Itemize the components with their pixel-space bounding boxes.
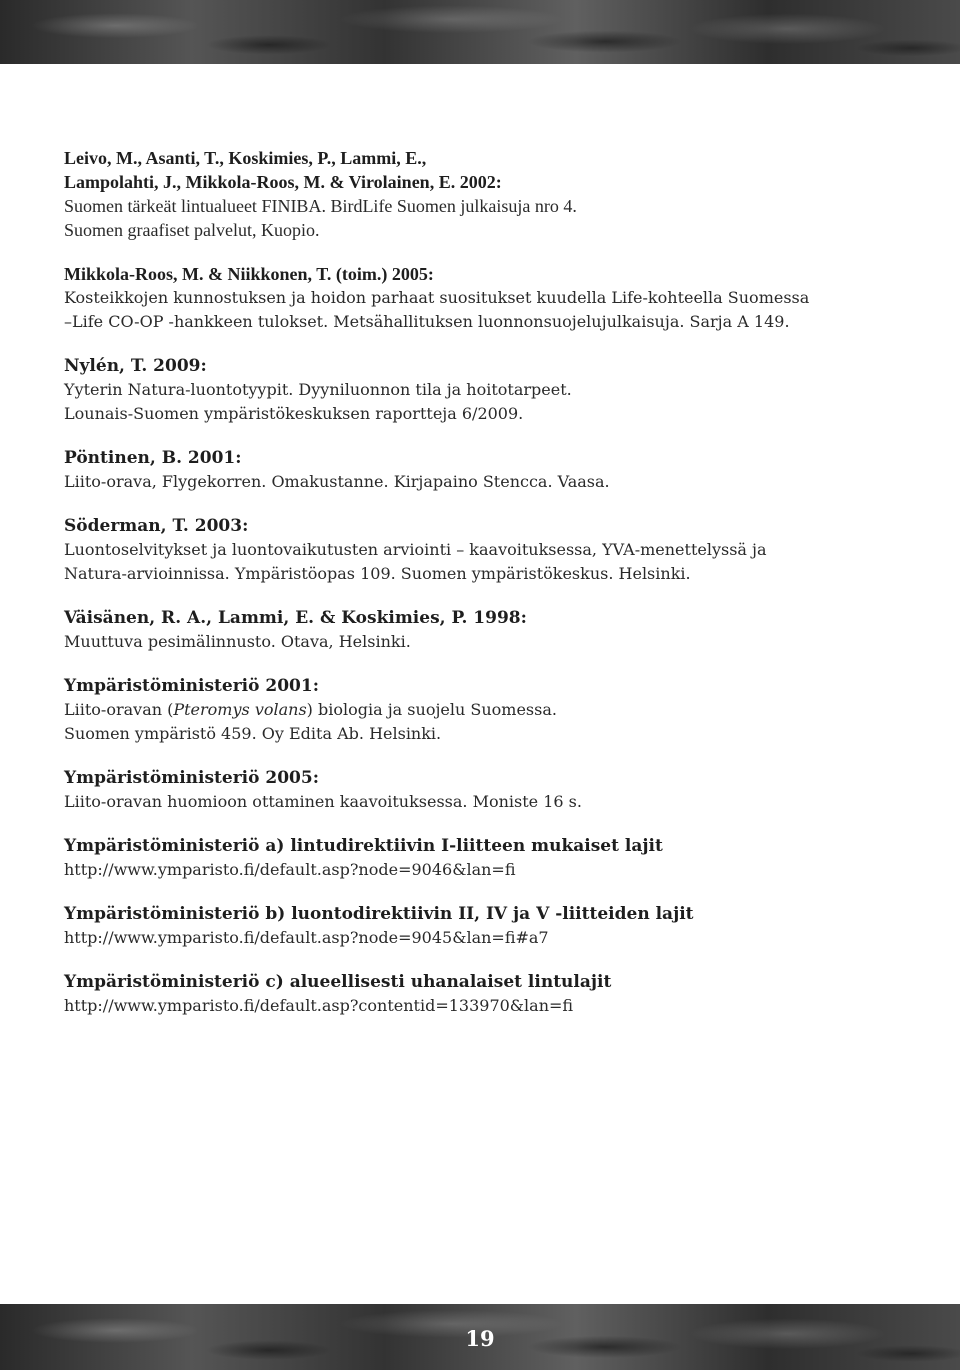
reference-text-line: Liito-oravan huomioon ottaminen kaavoituksessa. Moniste 16 s. bbox=[64, 792, 582, 811]
reference-text-line: –Life CO-OP -hankkeen tulokset. Metsähallituksen luonnonsuojelujulkaisuja. Sarja A 149. bbox=[64, 312, 790, 331]
reference-author-line: Leivo, M., Asanti, T., Koskimies, P., Lammi, E., bbox=[64, 148, 427, 168]
reference-author-line: Mikkola-Roos, M. & Niikkonen, T. (toim.) 2005: bbox=[64, 264, 434, 284]
reference-text-line: Kosteikkojen kunnostuksen ja hoidon parhaat suositukset kuudella Life-kohteella Suomessa bbox=[64, 288, 810, 307]
page-number: 19 bbox=[465, 1326, 495, 1351]
reference-author-line: Lampolahti, J., Mikkola-Roos, M. & Virolainen, E. 2002: bbox=[64, 172, 502, 192]
reference-author-line: Ympäristöministeriö 2005: bbox=[64, 768, 319, 788]
reference-text-line: Yyterin Natura-luontotyypit. Dyyniluonnon tila ja hoitotarpeet. bbox=[64, 380, 572, 399]
reference-text-line: Luontoselvitykset ja luontovaikutusten arviointi – kaavoituksessa, YVA-menettelyssä ja bbox=[64, 540, 767, 559]
reference-author-line: Ympäristöministeriö 2001: bbox=[64, 676, 319, 696]
reference-url: http://www.ymparisto.fi/default.asp?contentid=133970&lan=fi bbox=[64, 996, 574, 1015]
reference-list bbox=[64, 146, 904, 1038]
reference-vaisanen-1998 bbox=[64, 606, 904, 654]
reference-url: http://www.ymparisto.fi/default.asp?node=9046&lan=fi bbox=[64, 860, 516, 879]
reference-author-line: Väisänen, R. A., Lammi, E. & Koskimies, P. 1998: bbox=[64, 608, 527, 628]
reference-author-line: Ympäristöministeriö a) lintudirektiivin I-liitteen mukaiset lajit bbox=[64, 836, 663, 856]
reference-mikkola-roos-2005 bbox=[64, 262, 904, 334]
species-name-italic: Pteromys volans bbox=[173, 700, 307, 719]
reference-author-line: Nylén, T. 2009: bbox=[64, 356, 207, 376]
reference-ympministerio-b bbox=[64, 902, 904, 950]
reference-ympministerio-c bbox=[64, 970, 904, 1018]
reference-text-line: Muuttuva pesimälinnusto. Otava, Helsinki. bbox=[64, 632, 411, 651]
reference-author-line: Ympäristöministeriö c) alueellisesti uhanalaiset lintulajit bbox=[64, 972, 612, 992]
reference-soderman-2003 bbox=[64, 514, 904, 586]
reference-text-line: Suomen tärkeät lintualueet FINIBA. BirdLife Suomen julkaisuja nro 4. bbox=[64, 196, 577, 216]
reference-url: http://www.ymparisto.fi/default.asp?node=9045&lan=fi#a7 bbox=[64, 928, 549, 947]
reference-leivo-2002 bbox=[64, 146, 904, 242]
reference-ympministerio-2001 bbox=[64, 674, 904, 746]
reference-text-prefix: Liito-oravan ( bbox=[64, 700, 174, 719]
reference-text-line: Liito-orava, Flygekorren. Omakustanne. Kirjapaino Stencca. Vaasa. bbox=[64, 472, 610, 491]
reference-nylen-2009 bbox=[64, 354, 904, 426]
reference-text-line: Natura-arvioinnissa. Ympäristöopas 109. Suomen ympäristökeskus. Helsinki. bbox=[64, 564, 691, 583]
decorative-stone-header bbox=[0, 0, 960, 64]
reference-text-line bbox=[64, 698, 904, 722]
reference-pontinen-2001 bbox=[64, 446, 904, 494]
reference-author-line: Söderman, T. 2003: bbox=[64, 516, 249, 536]
reference-text-suffix: ) biologia ja suojelu Suomessa. bbox=[306, 700, 557, 719]
reference-text-line: Suomen graafiset palvelut, Kuopio. bbox=[64, 220, 320, 240]
reference-text-line: Suomen ympäristö 459. Oy Edita Ab. Helsinki. bbox=[64, 724, 442, 743]
reference-ympministerio-2005 bbox=[64, 766, 904, 814]
reference-text-line: Lounais-Suomen ympäristökeskuksen raportteja 6/2009. bbox=[64, 404, 524, 423]
reference-ympministerio-a bbox=[64, 834, 904, 882]
reference-author-line: Pöntinen, B. 2001: bbox=[64, 448, 242, 468]
reference-author-line: Ympäristöministeriö b) luontodirektiivin II, IV ja V -liitteiden lajit bbox=[64, 904, 694, 924]
